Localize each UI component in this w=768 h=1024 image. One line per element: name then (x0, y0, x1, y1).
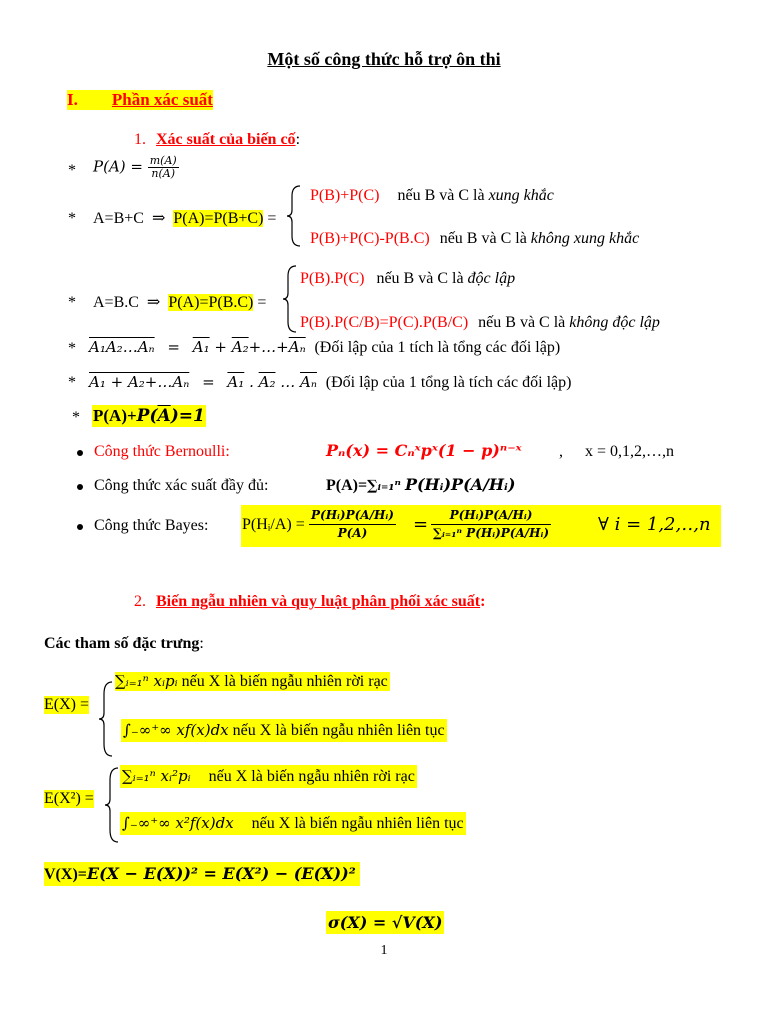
case-text: nếu B và C là (397, 187, 485, 204)
parameters-colon: : (199, 635, 204, 652)
bayes-highlight (241, 505, 721, 547)
parameters-title: Các tham số đặc trưng (44, 635, 200, 652)
expectation-discrete-case (115, 672, 390, 691)
equals-sign: = (202, 373, 215, 391)
star-bullet: * (68, 340, 76, 357)
complement-term: $\overline{A_n}$ (300, 373, 317, 391)
ellipsis: … (280, 373, 296, 391)
sum-symbol: ∑ᵢ₌₁ⁿ (367, 478, 401, 494)
bullet-dot (77, 484, 83, 490)
subsection-number: 2. (134, 593, 146, 610)
fraction-denominator: P(A) (337, 526, 368, 540)
complement-term: A₂ (258, 373, 276, 391)
subsection-title: Xác suất của biến cố (156, 131, 296, 148)
second-moment-continuous-case (120, 812, 466, 835)
case-formula: ∑ᵢ₌₁ⁿ xᵢ²pᵢ (122, 767, 191, 785)
bayes-fraction-2 (431, 507, 551, 542)
bernoulli-formula: Pₙ(x) = Cₙˣpˣ(1 − p)ⁿ⁻ˣ (326, 441, 522, 460)
bayes-label: Công thức Bayes: (94, 517, 209, 534)
star-bullet: * (68, 210, 76, 227)
case-formula: P(B).P(C/B)=P(C).P(B/C) (300, 314, 469, 331)
bayes-lhs: P(Hᵢ/A) = (242, 516, 305, 533)
second-moment-lhs: E(X²) = (44, 790, 94, 807)
standard-deviation-formula: σ(X) = √V(X) (328, 913, 443, 932)
total-probability-label: Công thức xác suất đầy đủ: (94, 477, 269, 494)
complement-event: $\overline{A}$ (157, 406, 171, 426)
case-text: nếu X là biến ngẫu nhiên liên tục (251, 815, 464, 832)
left-brace (282, 264, 298, 334)
subsection-heading (134, 131, 300, 149)
section-title: Phần xác suất (111, 90, 213, 109)
equals-sign: = (413, 514, 429, 535)
formula-part: )=1 (170, 406, 205, 426)
case-formula: ∫₋∞⁺∞ xf(x)dx (123, 721, 229, 739)
case-italic: xung khắc (488, 187, 554, 204)
event-definition: A=B.C (93, 294, 139, 311)
case-formula: P(B)+P(C)-P(B.C) (310, 230, 430, 247)
case-not-mutually-exclusive (310, 230, 639, 248)
case-text: nếu B và C là (478, 314, 566, 331)
case-formula: ∫₋∞⁺∞ x²f(x)dx (122, 814, 234, 832)
formula-complement-product (89, 338, 560, 357)
fraction-denominator: ∑ᵢ₌₁ⁿ P(Hᵢ)P(A/Hᵢ) (433, 526, 550, 540)
formula-product-event (93, 292, 266, 312)
section-heading (67, 90, 213, 110)
subsection-colon: : (480, 593, 486, 610)
equals-sign: = (257, 294, 267, 311)
formula-sum-event (93, 208, 276, 228)
complement-term: A₁ (227, 373, 245, 391)
expectation-lhs: E(X) = (44, 696, 90, 713)
complement-term: A₁ (192, 338, 210, 356)
star-bullet: * (72, 409, 80, 426)
subsection-heading (134, 593, 485, 611)
left-brace (286, 184, 302, 248)
variance-rhs: E(X − E(X))² = E(X²) − (E(X))² (86, 864, 356, 883)
formula-rhs: P(Hᵢ)P(A/Hᵢ) (404, 475, 516, 494)
variance-lhs: V(X)= (44, 866, 87, 883)
expectation-continuous-case (121, 719, 447, 742)
page-number: 1 (380, 943, 388, 958)
complement-term: $\overline{A_n}$ (288, 338, 306, 356)
bullet-dot (77, 450, 83, 456)
left-brace (104, 766, 120, 844)
left-brace (98, 680, 114, 758)
subsection-number: 1. (134, 131, 146, 148)
plus-sign: + (214, 338, 227, 356)
formula-complement-sum (89, 373, 571, 392)
bayes-fraction-1 (309, 507, 396, 542)
case-italic: không xung khắc (530, 230, 640, 247)
fraction-denominator: n(A) (151, 167, 176, 180)
case-mutually-exclusive (310, 187, 554, 205)
plus-ellipsis: +…+ (248, 338, 289, 356)
implies-arrow: ⇒ (151, 210, 166, 227)
fraction-numerator: m(A) (149, 154, 177, 167)
bernoulli-label: Công thức Bernoulli: (94, 443, 230, 460)
total-probability-formula (326, 475, 515, 495)
complement-term: A₂ (231, 338, 249, 356)
star-bullet: * (68, 294, 76, 311)
case-formula: ∑ᵢ₌₁ⁿ xᵢpᵢ (115, 672, 178, 690)
case-text: nếu B và C là (439, 230, 527, 247)
formula-part: P(A)+ (93, 406, 137, 425)
case-italic: độc lập (467, 270, 516, 287)
event-definition: A=B+C (93, 210, 144, 227)
formula-part: P( (136, 406, 158, 426)
comma: , (559, 443, 563, 460)
dot-sign: . (249, 373, 254, 391)
bullet-dot (77, 524, 83, 530)
formula-lhs: P(A)= (326, 477, 368, 494)
implies-arrow: ⇒ (146, 294, 161, 311)
highlighted-formula: P(A)=P(B+C) (173, 210, 264, 227)
bayes-forall: ∀ i = 1,2,‥,n (598, 514, 711, 535)
case-text: nếu B và C là (376, 270, 464, 287)
equals-sign: = (267, 210, 277, 227)
variance-formula (44, 862, 360, 886)
star-bullet: * (68, 162, 76, 179)
equals-sign: = (167, 338, 180, 356)
complement-lhs: A₁A₂…Aₙ (89, 338, 155, 356)
subsection-title: Biến ngẫu nhiên và quy luật phân phối xác suất (156, 593, 481, 610)
case-independent (300, 270, 515, 288)
formula-note: (Đối lập của 1 tổng là tích các đối lập) (325, 374, 572, 391)
case-text: nếu X là biến ngẫu nhiên rời rạc (208, 768, 415, 785)
parameters-heading (44, 635, 204, 653)
fraction-numerator: P(Hᵢ)P(A/Hᵢ) (431, 507, 551, 525)
section-number: I. (67, 90, 78, 109)
case-text: nếu X là biến ngẫu nhiên liên tục (232, 722, 445, 739)
case-formula: P(B)+P(C) (310, 187, 380, 204)
formula-lhs: P(A) = (93, 157, 143, 176)
case-dependent (300, 314, 660, 332)
formula-classical-probability (93, 155, 179, 180)
bernoulli-range: x = 0,1,2,…,n (585, 443, 675, 460)
case-italic: không độc lập (569, 314, 660, 331)
fraction-numerator: P(Hᵢ)P(A/Hᵢ) (309, 507, 396, 525)
star-bullet: * (68, 374, 76, 391)
case-formula: P(B).P(C) (300, 270, 365, 287)
case-text: nếu X là biến ngẫu nhiên rời rạc (181, 673, 388, 690)
formula-complement-probability (92, 405, 206, 427)
second-moment-discrete-case (120, 765, 417, 788)
subsection-colon: : (295, 131, 301, 148)
formula-note: (Đối lập của 1 tích là tổng các đối lập) (314, 339, 561, 356)
complement-lhs: A₁ + A₂+…Aₙ (89, 373, 190, 391)
highlighted-formula: P(A)=P(B.C) (168, 294, 254, 311)
page-title: Một số công thức hỗ trợ ôn thi (267, 49, 501, 69)
